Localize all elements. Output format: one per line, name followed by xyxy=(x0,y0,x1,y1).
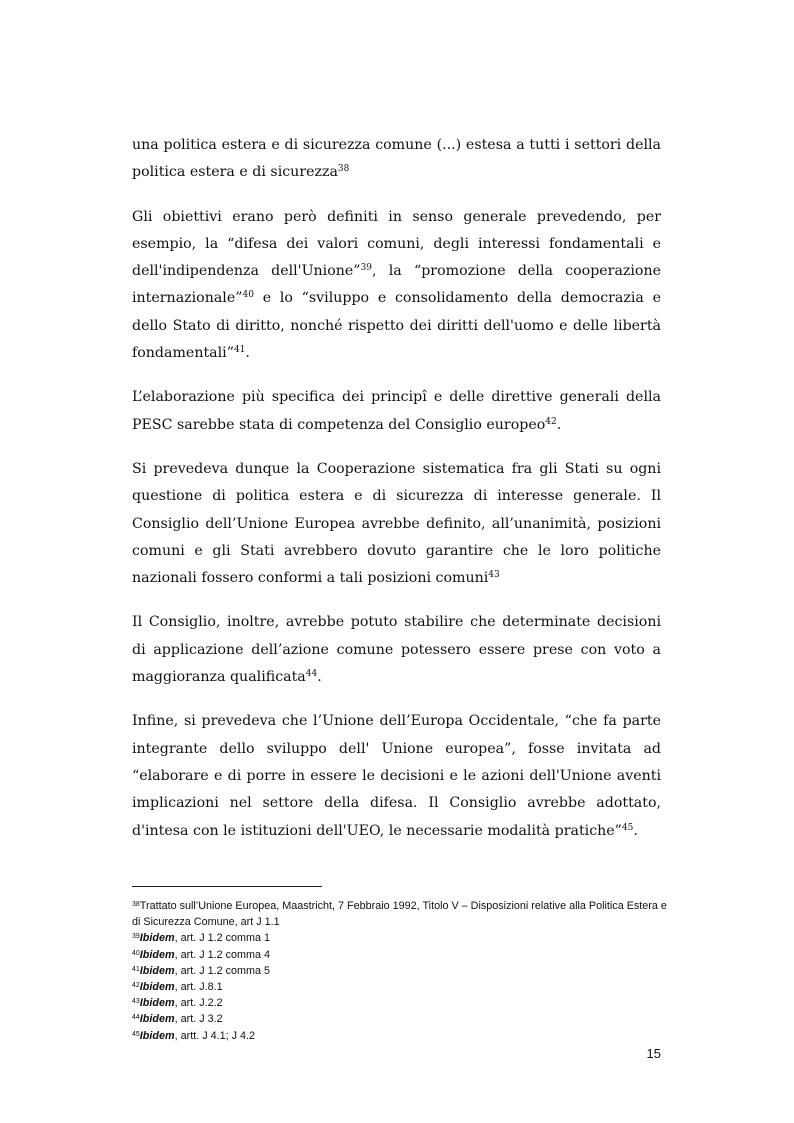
footnote xyxy=(132,995,672,1011)
paragraph xyxy=(132,708,661,844)
paragraph-text: . xyxy=(245,345,250,362)
footnote-ibidem: Ibidem xyxy=(139,981,175,994)
paragraph-text: . xyxy=(556,416,562,433)
footnote xyxy=(132,979,672,995)
paragraph xyxy=(132,204,661,368)
paragraph xyxy=(132,132,661,187)
footnote-ref[interactable]: 45 xyxy=(621,822,634,833)
footnote-ibidem: Ibidem xyxy=(139,932,175,945)
body-text xyxy=(132,132,661,862)
footnote-ref[interactable]: 39 xyxy=(360,263,373,274)
footnote-ref[interactable]: 42 xyxy=(545,416,557,427)
footnote-text: , artt. J 4.1; J 4.2 xyxy=(174,1029,256,1042)
footnote-ref[interactable]: 43 xyxy=(488,570,500,581)
paragraph-text: . xyxy=(317,669,322,686)
footnotes xyxy=(132,898,672,1044)
footnote-number: 38 xyxy=(132,901,140,908)
paragraph xyxy=(132,456,661,592)
paragraph-text: Si prevedeva dunque la Cooperazione sistematica fra gli Stati su ogni questione di politica estera e di sicurezza di interesse generale. Il Consiglio dell’Unione Europea avrebbe definito, all’unanimità, posizioni comuni e gli Stati avrebbero dovuto garantire che le loro politiche nazionali fossero conformi a tali posizioni comuni xyxy=(132,460,661,587)
page-number: 15 xyxy=(646,1046,661,1061)
footnote-separator xyxy=(132,886,322,887)
footnote xyxy=(132,1011,672,1027)
footnote-ref[interactable]: 44 xyxy=(305,669,318,680)
footnote-number: 40 xyxy=(132,949,140,957)
footnote xyxy=(132,947,672,963)
paragraph-text: L’elaborazione più specifica dei principî e delle direttive generali della PESC sarebbe stata di competenza del Consiglio europeo xyxy=(132,389,661,433)
footnote-text: , art. J 1.2 comma 5 xyxy=(174,964,270,977)
footnote-number: 44 xyxy=(132,1014,140,1022)
footnote xyxy=(132,898,672,930)
paragraph-text: . xyxy=(633,822,638,839)
footnote-ibidem: Ibidem xyxy=(139,1029,175,1042)
footnote-ibidem: Ibidem xyxy=(139,997,175,1010)
footnote-ibidem: Ibidem xyxy=(139,1013,175,1026)
paragraph xyxy=(132,384,661,439)
footnote-text: , art. J.2.2 xyxy=(174,997,223,1010)
footnote-ref[interactable]: 38 xyxy=(337,164,350,175)
footnote-ref[interactable]: 41 xyxy=(233,345,246,356)
paragraph-text: una politica estera e di sicurezza comune (...) estesa a tutti i settori della politica estera e di sicurezza xyxy=(132,137,661,181)
paragraph xyxy=(132,609,661,691)
footnote-text: , art. J 3.2 xyxy=(174,1013,223,1026)
paragraph-text: e lo “sviluppo e consolidamento della democrazia e dello Stato di diritto, nonché rispetto dei diritti dell'uomo e delle libertà fondamentali” xyxy=(132,290,661,362)
footnote-ref[interactable]: 40 xyxy=(242,290,254,301)
footnote xyxy=(132,963,672,979)
paragraph-text: , la “promozione della cooperazione internazionale” xyxy=(132,263,661,307)
footnote-number: 43 xyxy=(132,998,140,1006)
footnote-text: , art. J 1.2 comma 4 xyxy=(174,948,270,961)
footnote-number: 39 xyxy=(132,933,140,941)
footnote xyxy=(132,930,672,946)
footnote-ibidem: Ibidem xyxy=(139,948,175,961)
footnote-text: , art. J.8.1 xyxy=(174,981,223,994)
footnote-number: 41 xyxy=(132,965,140,973)
paragraph-text: Infine, si prevedeva che l’Unione dell’Europa Occidentale, “che fa parte integrante dello sviluppo dell' Unione europea”, fosse invitata ad “elaborare e di porre in essere le decisioni e le azioni dell'Unione aventi implicazioni nel settore della difesa. Il Consiglio avrebbe adottato, d'intesa con le istituzioni dell'UEO, le necessarie modalità pratiche” xyxy=(132,713,661,839)
footnote-number: 42 xyxy=(132,982,140,990)
footnote-ibidem: Ibidem xyxy=(139,964,175,977)
paragraph-text: Gli obiettivi erano però definiti in senso generale prevedendo, per esempio, la “difesa dei valori comuni, degli interessi fondamentali e dell'indipendenza dell'Unione” xyxy=(132,208,661,280)
footnote-number: 45 xyxy=(132,1030,140,1038)
footnote xyxy=(132,1028,672,1044)
paragraph-text: Il Consiglio, inoltre, avrebbe potuto stabilire che determinate decisioni di applicazione dell’azione comune potessero essere prese con voto a maggioranza qualificata xyxy=(132,614,661,686)
footnote-text: Trattato sull’Unione Europea, Maastricht, 7 Febbraio 1992, Titolo V – Disposizioni relative alla Politica Estera e di Sicurezza Comune, art J 1.1 xyxy=(132,900,667,929)
footnote-text: , art. J 1.2 comma 1 xyxy=(174,932,270,945)
